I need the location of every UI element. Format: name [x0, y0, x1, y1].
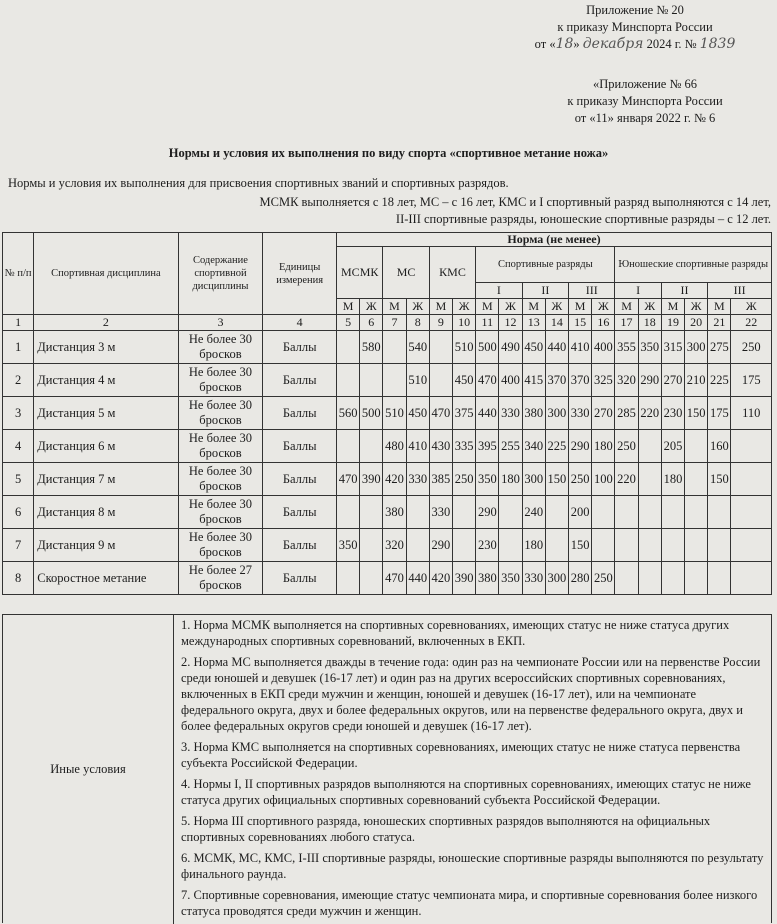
- column-number-cell: 14: [545, 315, 568, 331]
- header-units: Единицы измерения: [263, 233, 337, 315]
- norm-value: [708, 529, 731, 562]
- norm-value: [708, 562, 731, 595]
- gender-cell: М: [337, 299, 360, 315]
- norm-value: [592, 496, 615, 529]
- norm-value: 420: [383, 463, 406, 496]
- table-row: [3, 562, 772, 595]
- header-content: Содержание спортивной дисциплины: [178, 233, 263, 315]
- column-number-cell: 12: [499, 315, 522, 331]
- unit-cell: Баллы: [263, 562, 337, 595]
- other-conditions-label: Иные условия: [3, 615, 174, 924]
- norm-value: [545, 529, 568, 562]
- discipline-name: Дистанция 8 м: [34, 496, 178, 529]
- header-msmk: МСМК: [337, 247, 383, 299]
- row-number: 1: [3, 331, 34, 364]
- gender-cell: Ж: [685, 299, 708, 315]
- norm-value: [545, 496, 568, 529]
- norm-value: 420: [429, 562, 452, 595]
- norm-value: 330: [429, 496, 452, 529]
- norm-value: [661, 529, 684, 562]
- norm-value: 470: [383, 562, 406, 595]
- row-number: 4: [3, 430, 34, 463]
- unit-cell: Баллы: [263, 463, 337, 496]
- norm-value: [360, 562, 383, 595]
- column-number-cell: 3: [178, 315, 263, 331]
- norm-value: 100: [592, 463, 615, 496]
- norm-value: 450: [453, 364, 476, 397]
- norm-value: 350: [499, 562, 522, 595]
- norm-value: [360, 529, 383, 562]
- rank-cell: II: [522, 283, 568, 299]
- norm-value: 110: [731, 397, 772, 430]
- norm-value: 205: [661, 430, 684, 463]
- norm-value: 290: [476, 496, 499, 529]
- norm-value: 450: [522, 331, 545, 364]
- row-number: 6: [3, 496, 34, 529]
- norm-value: 150: [569, 529, 592, 562]
- norm-value: [429, 364, 452, 397]
- norm-value: [661, 562, 684, 595]
- norm-value: 330: [499, 397, 522, 430]
- appendix-order: к приказу Минспорта России: [557, 20, 713, 34]
- age-conditions-2: II-III спортивные разряды, юношеские спортивные разряды – с 12 лет.: [395, 212, 771, 226]
- discipline-content: Не более 30 бросков: [178, 529, 263, 562]
- norm-value: [337, 562, 360, 595]
- table-row: [3, 496, 772, 529]
- norm-value: 560: [337, 397, 360, 430]
- norm-value: 385: [429, 463, 452, 496]
- discipline-name: Дистанция 6 м: [34, 430, 178, 463]
- norm-value: [638, 562, 661, 595]
- norm-value: 390: [360, 463, 383, 496]
- norm-value: 335: [453, 430, 476, 463]
- norm-value: 400: [592, 331, 615, 364]
- norm-value: 370: [569, 364, 592, 397]
- gender-cell: Ж: [545, 299, 568, 315]
- norm-value: [360, 496, 383, 529]
- column-number-cell: 2: [34, 315, 178, 331]
- gender-cell: Ж: [406, 299, 429, 315]
- norm-value: 150: [685, 397, 708, 430]
- norm-value: 350: [476, 463, 499, 496]
- discipline-name: Скоростное метание: [34, 562, 178, 595]
- norm-value: 150: [708, 463, 731, 496]
- norm-value: 450: [406, 397, 429, 430]
- discipline-name: Дистанция 4 м: [34, 364, 178, 397]
- norm-value: 320: [615, 364, 638, 397]
- column-number-cell: 4: [263, 315, 337, 331]
- gender-cell: Ж: [453, 299, 476, 315]
- norm-value: 440: [476, 397, 499, 430]
- prev-appendix-order: к приказу Минспорта России: [567, 94, 723, 108]
- gender-cell: М: [383, 299, 406, 315]
- column-number-cell: 17: [615, 315, 638, 331]
- column-number-cell: 20: [685, 315, 708, 331]
- discipline-content: Не более 30 бросков: [178, 331, 263, 364]
- norm-value: 300: [685, 331, 708, 364]
- norm-value: 220: [638, 397, 661, 430]
- norm-value: 250: [615, 430, 638, 463]
- gender-cell: Ж: [360, 299, 383, 315]
- norm-value: 270: [592, 397, 615, 430]
- norm-value: 255: [499, 430, 522, 463]
- discipline-name: Дистанция 3 м: [34, 331, 178, 364]
- table-row: [3, 529, 772, 562]
- norm-value: [708, 496, 731, 529]
- norm-value: 350: [337, 529, 360, 562]
- table-row: [3, 430, 772, 463]
- norm-value: [406, 529, 429, 562]
- norm-value: 250: [569, 463, 592, 496]
- discipline-content: Не более 30 бросков: [178, 463, 263, 496]
- prev-appendix-date: от «11» января 2022 г. № 6: [574, 111, 716, 125]
- norm-value: [499, 529, 522, 562]
- appendix-number: Приложение № 20: [586, 3, 684, 17]
- norm-value: 225: [545, 430, 568, 463]
- norm-value: 175: [708, 397, 731, 430]
- norm-value: 180: [661, 463, 684, 496]
- norm-value: 330: [406, 463, 429, 496]
- norm-value: 510: [406, 364, 429, 397]
- header-norm: Норма (не менее): [337, 233, 772, 247]
- norm-value: 290: [429, 529, 452, 562]
- discipline-content: Не более 30 бросков: [178, 397, 263, 430]
- appendix-date: [515, 36, 755, 53]
- norm-value: 500: [360, 397, 383, 430]
- norm-value: 410: [569, 331, 592, 364]
- row-number: 2: [3, 364, 34, 397]
- norm-value: 300: [522, 463, 545, 496]
- norm-value: [360, 430, 383, 463]
- column-number-cell: 21: [708, 315, 731, 331]
- note-item: 1. Норма МСМК выполняется на спортивных соревнованиях, имеющих статус не ниже статуса других международных спортивных соревнований, включенных в ЕКП.: [181, 618, 730, 648]
- norm-value: 275: [708, 331, 731, 364]
- norm-value: 395: [476, 430, 499, 463]
- norm-value: [685, 529, 708, 562]
- norm-value: [383, 331, 406, 364]
- unit-cell: Баллы: [263, 529, 337, 562]
- norm-value: 290: [569, 430, 592, 463]
- handwritten-month: декабря: [582, 36, 644, 52]
- date-year: 2024 г. №: [643, 37, 700, 51]
- column-number-cell: 9: [429, 315, 452, 331]
- gender-cell: М: [661, 299, 684, 315]
- note-item: 2. Норма МС выполняется дважды в течение года: один раз на чемпионате России или на первенстве России среди юношей и девушек (16-17 лет) и один раз на других всероссийских спортивных соревнованиях, включенных в ЕКП среди мужчин и женщин, юношей и девушек (16-17 лет), или на чемпионате федерального округа, двух и более федеральных округов, или на первенстве федерального округа, двух и более федеральных округов среди юношей и девушек (16-17 лет).: [181, 655, 761, 733]
- discipline-name: Дистанция 9 м: [34, 529, 178, 562]
- gender-cell: Ж: [499, 299, 522, 315]
- column-number-cell: 15: [569, 315, 592, 331]
- notes-list: [181, 617, 769, 924]
- norm-value: 210: [685, 364, 708, 397]
- norm-value: 580: [360, 331, 383, 364]
- norm-value: 415: [522, 364, 545, 397]
- discipline-name: Дистанция 7 м: [34, 463, 178, 496]
- norm-value: [615, 529, 638, 562]
- norm-value: [499, 496, 522, 529]
- norm-value: 400: [499, 364, 522, 397]
- norm-value: 230: [476, 529, 499, 562]
- norm-value: 250: [453, 463, 476, 496]
- gender-cell: М: [615, 299, 638, 315]
- gender-cell: М: [569, 299, 592, 315]
- row-number: 7: [3, 529, 34, 562]
- gender-cell: М: [476, 299, 499, 315]
- rank-cell: I: [476, 283, 522, 299]
- norm-value: 440: [545, 331, 568, 364]
- column-number-cell: 1: [3, 315, 34, 331]
- norm-value: 510: [453, 331, 476, 364]
- handwritten-day: 18: [555, 36, 574, 52]
- discipline-name: Дистанция 5 м: [34, 397, 178, 430]
- header-sport-ranks: Спортивные разряды: [476, 247, 615, 283]
- norm-value: 370: [545, 364, 568, 397]
- norm-value: 470: [429, 397, 452, 430]
- norm-value: [638, 496, 661, 529]
- norm-value: 490: [499, 331, 522, 364]
- norm-value: 380: [383, 496, 406, 529]
- norm-value: 320: [383, 529, 406, 562]
- norm-value: 180: [592, 430, 615, 463]
- norm-value: [337, 331, 360, 364]
- header-youth-ranks: Юношеские спортивные разряды: [615, 247, 772, 283]
- norm-value: [453, 496, 476, 529]
- norm-value: [453, 529, 476, 562]
- norm-value: [661, 496, 684, 529]
- date-prefix: от «: [534, 37, 556, 51]
- gender-cell: М: [522, 299, 545, 315]
- norm-value: 270: [661, 364, 684, 397]
- norm-value: [360, 364, 383, 397]
- document-title: Нормы и условия их выполнения по виду спорта «спортивное метание ножа»: [168, 146, 609, 160]
- note-item: 5. Норма III спортивного разряда, юношеских спортивных разрядов выполняются на официальных спортивных соревнованиях любого статуса.: [181, 814, 711, 844]
- header-kms: КМС: [429, 247, 475, 299]
- norm-value: 220: [615, 463, 638, 496]
- norm-value: 290: [638, 364, 661, 397]
- norm-value: [383, 364, 406, 397]
- date-mid: »: [573, 37, 583, 51]
- norm-value: 380: [476, 562, 499, 595]
- discipline-content: Не более 27 бросков: [178, 562, 263, 595]
- rank-cell: III: [708, 283, 772, 299]
- norm-value: [337, 430, 360, 463]
- column-number-cell: 5: [337, 315, 360, 331]
- norm-value: 250: [731, 331, 772, 364]
- gender-cell: Ж: [731, 299, 772, 315]
- note-item: 6. МСМК, МС, КМС, I-III спортивные разряды, юношеские спортивные разряды выполняются по результату финального раунда.: [181, 851, 764, 881]
- norm-value: 250: [592, 562, 615, 595]
- norm-value: 440: [406, 562, 429, 595]
- norm-value: [337, 496, 360, 529]
- norm-value: 480: [383, 430, 406, 463]
- discipline-content: Не более 30 бросков: [178, 496, 263, 529]
- norm-value: 330: [569, 397, 592, 430]
- unit-cell: Баллы: [263, 397, 337, 430]
- norm-value: 180: [522, 529, 545, 562]
- norm-value: 500: [476, 331, 499, 364]
- note-item: 3. Норма КМС выполняется на спортивных соревнованиях, имеющих статус не ниже статуса первенства субъекта Российской Федерации.: [181, 740, 741, 770]
- column-number-cell: 10: [453, 315, 476, 331]
- column-number-cell: 11: [476, 315, 499, 331]
- norm-value: 300: [545, 562, 568, 595]
- norm-value: 315: [661, 331, 684, 364]
- norms-table: [2, 232, 772, 595]
- norm-value: 390: [453, 562, 476, 595]
- table-row: [3, 397, 772, 430]
- column-number-cell: 22: [731, 315, 772, 331]
- norm-value: [685, 463, 708, 496]
- norm-value: [638, 529, 661, 562]
- norm-value: 160: [708, 430, 731, 463]
- norm-value: 380: [522, 397, 545, 430]
- norm-value: [337, 364, 360, 397]
- column-number-cell: 18: [638, 315, 661, 331]
- norm-value: [731, 529, 772, 562]
- norm-value: [615, 496, 638, 529]
- header-discipline: Спортивная дисциплина: [34, 233, 178, 315]
- other-conditions: [2, 614, 772, 923]
- column-number-cell: 16: [592, 315, 615, 331]
- unit-cell: Баллы: [263, 496, 337, 529]
- unit-cell: Баллы: [263, 331, 337, 364]
- age-conditions-1: МСМК выполняется с 18 лет, МС – с 16 лет, КМС и I спортивный разряд выполняются с 14 лет,: [259, 195, 771, 209]
- gender-cell: Ж: [638, 299, 661, 315]
- norm-value: 325: [592, 364, 615, 397]
- prev-appendix-number: «Приложение № 66: [592, 77, 698, 91]
- norm-value: 330: [522, 562, 545, 595]
- norm-value: [638, 463, 661, 496]
- table-row: [3, 463, 772, 496]
- rank-cell: I: [615, 283, 661, 299]
- discipline-content: Не более 30 бросков: [178, 430, 263, 463]
- discipline-content: Не более 30 бросков: [178, 364, 263, 397]
- norm-value: 410: [406, 430, 429, 463]
- norm-value: 240: [522, 496, 545, 529]
- norm-value: 280: [569, 562, 592, 595]
- norm-value: 375: [453, 397, 476, 430]
- column-number-cell: 13: [522, 315, 545, 331]
- norm-value: 285: [615, 397, 638, 430]
- norm-value: 300: [545, 397, 568, 430]
- norm-value: [592, 529, 615, 562]
- norm-value: 355: [615, 331, 638, 364]
- table-row: [3, 331, 772, 364]
- note-item: 4. Нормы I, II спортивных разрядов выполняются на спортивных соревнованиях, имеющих статус не ниже статуса других официальных спортивных соревнований субъекта Российской Федерации.: [181, 777, 751, 807]
- norm-value: [406, 496, 429, 529]
- column-number-cell: 8: [406, 315, 429, 331]
- row-number: 5: [3, 463, 34, 496]
- gender-cell: Ж: [592, 299, 615, 315]
- column-number-cell: 19: [661, 315, 684, 331]
- column-number-cell: 6: [360, 315, 383, 331]
- norm-value: 150: [545, 463, 568, 496]
- norm-value: [685, 430, 708, 463]
- norm-value: 430: [429, 430, 452, 463]
- rank-cell: III: [569, 283, 615, 299]
- norm-value: 510: [383, 397, 406, 430]
- handwritten-number: 1839: [699, 36, 736, 52]
- column-number-cell: 7: [383, 315, 406, 331]
- norm-value: 225: [708, 364, 731, 397]
- norm-value: 340: [522, 430, 545, 463]
- norm-value: 470: [476, 364, 499, 397]
- header-num: № п/п: [3, 233, 34, 315]
- norm-value: 350: [638, 331, 661, 364]
- norm-value: [731, 463, 772, 496]
- rank-cell: II: [661, 283, 707, 299]
- header-ms: МС: [383, 247, 429, 299]
- norm-value: [731, 496, 772, 529]
- previous-appendix-header: [535, 76, 755, 127]
- appendix-header: [515, 2, 755, 53]
- intro-text: Нормы и условия их выполнения для присвоения спортивных званий и спортивных разрядов.: [8, 176, 509, 190]
- row-number: 3: [3, 397, 34, 430]
- norm-value: 230: [661, 397, 684, 430]
- norm-value: 540: [406, 331, 429, 364]
- norm-value: [429, 331, 452, 364]
- norm-value: [731, 562, 772, 595]
- norm-value: [615, 562, 638, 595]
- norm-value: [685, 562, 708, 595]
- norm-value: [638, 430, 661, 463]
- norm-value: 470: [337, 463, 360, 496]
- gender-cell: М: [708, 299, 731, 315]
- row-number: 8: [3, 562, 34, 595]
- note-item: 7. Спортивные соревнования, имеющие статус чемпионата мира, и спортивные соревнования более низкого статуса проводятся среди мужчин и женщин.: [181, 888, 758, 918]
- norm-value: 175: [731, 364, 772, 397]
- unit-cell: Баллы: [263, 364, 337, 397]
- table-row: [3, 364, 772, 397]
- norm-value: [731, 430, 772, 463]
- norm-value: 200: [569, 496, 592, 529]
- norm-value: [685, 496, 708, 529]
- gender-cell: М: [429, 299, 452, 315]
- unit-cell: Баллы: [263, 430, 337, 463]
- norm-value: 180: [499, 463, 522, 496]
